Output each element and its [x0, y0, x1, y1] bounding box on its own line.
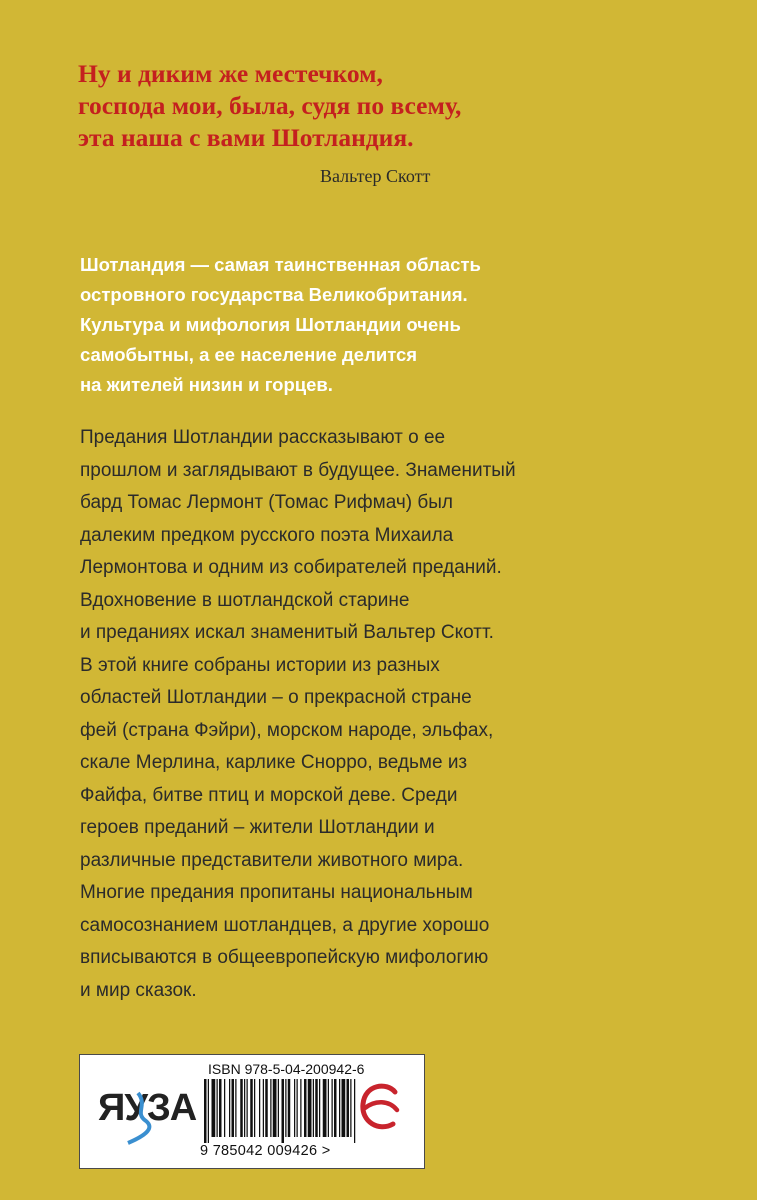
- barcode-bar: [224, 1079, 225, 1137]
- body-line: самосознанием шотландцев, а другие хорошо: [80, 914, 490, 936]
- body-line: Лермонтова и одним из собирателей преданий.: [80, 557, 502, 578]
- barcode-bar: [342, 1079, 346, 1137]
- lead-line: Культура и мифология Шотландии очень: [80, 314, 461, 335]
- barcode-bar: [263, 1079, 264, 1137]
- barcode-bar: [313, 1079, 314, 1137]
- barcode-bar: [259, 1079, 260, 1137]
- barcode-bar: [339, 1079, 340, 1137]
- publisher-logo: [98, 1085, 197, 1145]
- body-line: и преданиях искал знаменитый Вальтер Скотт.: [80, 622, 494, 643]
- body-line: Многие предания пропитаны национальным: [80, 882, 473, 903]
- epigraph-author: Вальтер Скотт: [320, 166, 431, 186]
- barcode-bar: [288, 1079, 291, 1137]
- barcode-bar: [229, 1079, 230, 1137]
- barcode-bar: [300, 1079, 301, 1137]
- barcode-bar: [308, 1079, 312, 1137]
- epigraph-line: эта наша с вами Шотландия.: [78, 123, 414, 152]
- body-line: Вдохновение в шотландской старине: [80, 589, 410, 611]
- barcode-bar: [285, 1079, 286, 1137]
- publisher-logo-text: ЯУЗА: [98, 1087, 197, 1129]
- barcode-bar: [247, 1079, 248, 1137]
- barcode-bar: [232, 1079, 235, 1137]
- barcode-bar: [350, 1079, 351, 1137]
- body-line: Файфа, битве птиц и морской деве. Среди: [80, 784, 458, 806]
- body-line: областей Шотландии – о прекрасной стране: [80, 687, 472, 708]
- barcode-bar: [208, 1079, 209, 1143]
- barcode-bar: [212, 1079, 216, 1137]
- body-line: бард Томас Лермонт (Томас Рифмач) был: [80, 492, 453, 513]
- barcode-bar: [323, 1079, 327, 1137]
- lead-line: Шотландия — самая таинственная область: [80, 254, 481, 275]
- barcode-bar: [319, 1079, 320, 1137]
- river-wave-icon: [98, 1085, 186, 1147]
- barcode-bar: [334, 1079, 337, 1137]
- barcode-bar: [235, 1079, 236, 1137]
- isbn-number: ISBN 978-5-04-200942-6: [208, 1061, 365, 1077]
- barcode-bar: [219, 1079, 222, 1137]
- barcode-bar: [294, 1079, 295, 1137]
- barcode-bar: [204, 1079, 207, 1143]
- body-line: вписываются в общеевропейскую мифологию: [80, 947, 489, 968]
- barcode-bar: [273, 1079, 277, 1137]
- eksmo-logo-icon: [355, 1078, 405, 1138]
- body-line: В этой книге собраны истории из разных: [80, 654, 440, 676]
- barcode-digits: 9 785042 009426 >: [200, 1143, 331, 1159]
- body-line: далеким предком русского поэта Михаила: [80, 524, 454, 546]
- epigraph-line: Ну и диким же местечком,: [78, 59, 383, 88]
- barcode-bar: [270, 1079, 271, 1137]
- body-line: героев преданий – жители Шотландии и: [80, 817, 435, 838]
- epigraph-quote: [78, 58, 718, 154]
- barcode-bar: [328, 1079, 329, 1137]
- barcode-bar: [217, 1079, 218, 1137]
- body-line: различные представители животного мира.: [80, 849, 464, 871]
- body-line: скале Мерлина, карлике Снорро, ведьме из: [80, 752, 468, 773]
- barcode-bar: [250, 1079, 253, 1137]
- body-line: прошлом и заглядывают в будущее. Знаменитый: [80, 459, 516, 481]
- barcode-bar: [254, 1079, 255, 1137]
- barcode-bar: [347, 1079, 350, 1137]
- barcode-bar: [240, 1079, 243, 1137]
- epigraph-line: господа мои, была, судя по всему,: [78, 91, 462, 120]
- barcode-bar: [278, 1079, 279, 1137]
- lead-line: на жителей низин и горцев.: [80, 374, 333, 395]
- barcode-bar: [297, 1079, 298, 1137]
- body-line: фей (страна Фэйри), морском народе, эльфах,: [80, 719, 494, 741]
- barcode-bar: [304, 1079, 307, 1137]
- body-line: Предания Шотландии рассказывают о ее: [80, 427, 446, 448]
- lead-line: островного государства Великобритания.: [80, 284, 468, 305]
- barcode-bar: [315, 1079, 318, 1137]
- body-line: и мир сказок.: [80, 979, 197, 1001]
- barcode-bar: [244, 1079, 245, 1137]
- lead-line: самобытны, а ее население делится: [80, 344, 418, 365]
- lead-paragraph: [80, 250, 720, 400]
- barcode-bar: [332, 1079, 333, 1137]
- description-paragraph: [80, 422, 720, 1007]
- barcode-bar: [282, 1079, 285, 1143]
- barcode-bar: [265, 1079, 268, 1137]
